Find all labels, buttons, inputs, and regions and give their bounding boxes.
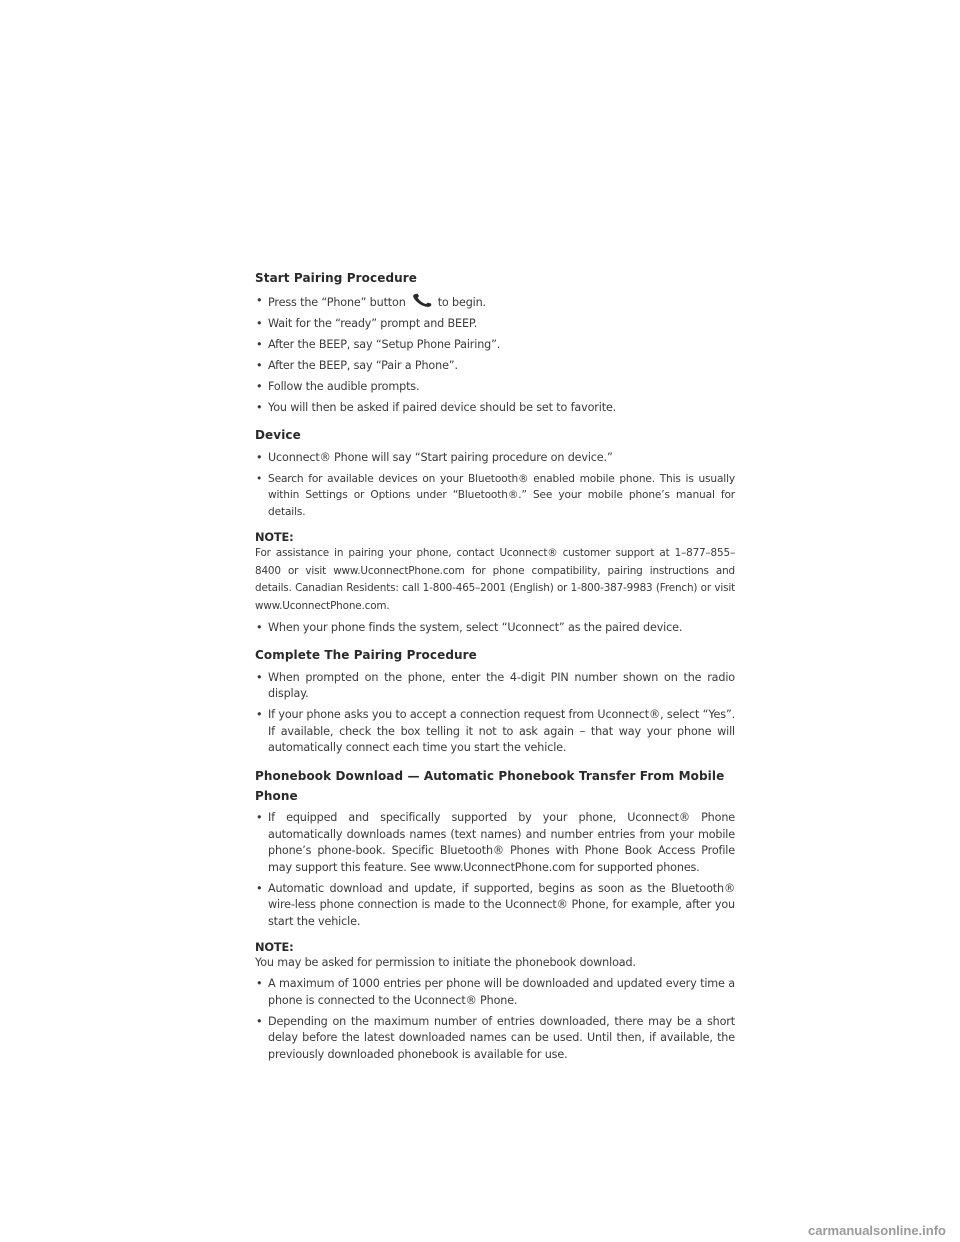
list-item: • Depending on the maximum number of entries downloaded, there may be a short delay before the latest downloaded names can be used. Until then, if available, the previously downloaded phonebook is available for use. [255, 1014, 735, 1064]
list-item: • After the BEEP, say “Pair a Phone”. [255, 358, 735, 375]
heading-phonebook-download: Phonebook Download — Automatic Phonebook Transfer From Mobile Phone [255, 768, 725, 803]
pairing-steps-list [255, 293, 735, 417]
list-item: • Search for available devices on your Bluetooth® enabled mobile phone. This is usually within Settings or Options under “Bluetooth®.” See your mobile phone’s manual for details. [255, 471, 735, 521]
list-item: • Follow the audible prompts. [255, 379, 735, 396]
note-text: For assistance in pairing your phone, contact Uconnect® customer support at 1–877–855–8400 or visit www.UconnectPhone.com for phone compatibility, pairing instructions and details. Canadian Residents: call 1-800-465–2001 (English) or 1-800-387-9983 (French) or visit www.UconnectPhone.com. [255, 547, 735, 612]
heading-device: Device [255, 428, 301, 442]
phonebook-list [255, 810, 735, 930]
list-item: • After the BEEP, say “Setup Phone Pairing”. [255, 337, 735, 354]
list-item: • If equipped and specifically supported by your phone, Uconnect® Phone automatically downloads names (text names) and number entries from your mobile phone’s phone-book. Specific Bluetooth® Phones with Phone Book Access Profile may support this feature. See www.UconnectPhone.com for supported phones. [255, 810, 735, 876]
step-text: to begin. [437, 295, 486, 309]
heading-complete-pairing: Complete The Pairing Procedure [255, 648, 477, 662]
list-item: • When your phone finds the system, select “Uconnect” as the paired device. [255, 620, 735, 637]
device-list [255, 450, 735, 521]
step-text: Press the “Phone” button [268, 295, 406, 309]
list-item: • A maximum of 1000 entries per phone will be downloaded and updated every time a phone is connected to the Uconnect® Phone. [255, 976, 735, 1009]
phone-icon [412, 293, 434, 308]
page-content [255, 268, 735, 1063]
list-item: • Wait for the “ready” prompt and BEEP. [255, 316, 735, 333]
list-item: • When prompted on the phone, enter the 4-digit PIN number shown on the radio display. [255, 670, 735, 703]
device-list-continued [255, 620, 735, 637]
list-item [255, 293, 735, 312]
list-item: • If your phone asks you to accept a connection request from Uconnect®, select “Yes”. If available, check the box telling it not to ask again – that way your phone will automatically connect each time you start the vehicle. [255, 707, 735, 757]
list-item: • You will then be asked if paired device should be set to favorite. [255, 400, 735, 417]
list-item: • Automatic download and update, if supported, begins as soon as the Bluetooth® wire-less phone connection is made to the Uconnect® Phone, for example, after you start the vehicle. [255, 881, 735, 931]
note-label: NOTE: [255, 940, 294, 954]
phonebook-list-continued [255, 976, 735, 1063]
heading-start-pairing: Start Pairing Procedure [255, 271, 418, 285]
note-text: You may be asked for permission to initiate the phonebook download. [255, 956, 636, 969]
site-watermark: carmanualsonline.info [808, 1223, 946, 1238]
note-label: NOTE: [255, 530, 294, 544]
list-item: • Uconnect® Phone will say “Start pairing procedure on device.” [255, 450, 735, 467]
complete-list [255, 670, 735, 757]
